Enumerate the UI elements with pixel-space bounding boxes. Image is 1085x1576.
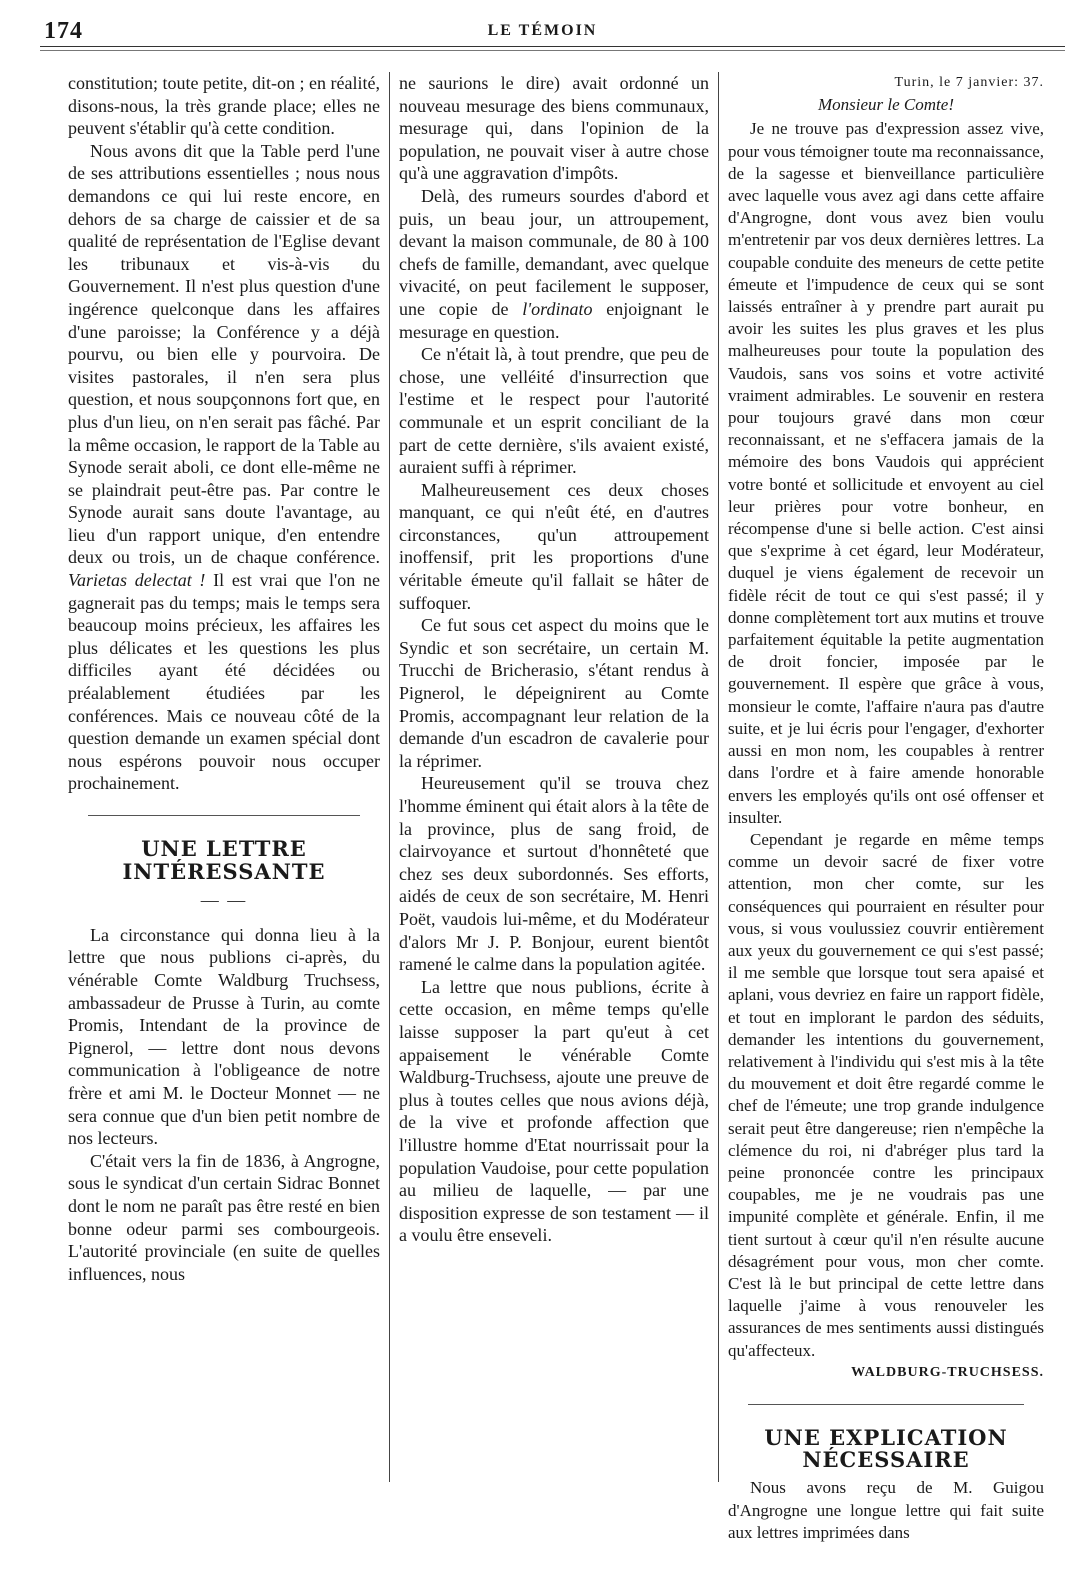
paragraph: Nous avons reçu de M. Guigou d'Angrogne une longue lettre qui fait suite aux lettres imprimées dans: [728, 1478, 1044, 1542]
article-heading: UNE EXPLICATION NÉCESSAIRE: [764, 1424, 1008, 1473]
section-separator: [748, 1404, 1024, 1405]
column-rule-right: [718, 72, 719, 1482]
page-number: 174: [44, 18, 83, 44]
column-2: [399, 72, 709, 1512]
paragraph: [68, 140, 380, 795]
heading-dash: — —: [200, 890, 248, 911]
article-heading: UNE LETTRE INTÉRESSANTE: [122, 836, 326, 884]
paragraph: Ce n'était là, à tout prendre, que peu de chose, une velléité d'insurrection que l'estime et le respect pour l'autorité communale et un esprit conciliant de la part de cette dernière, s'ils avaient existé, auraient suffi à réprimer.: [399, 344, 709, 478]
italic-term: l'ordinato: [522, 298, 593, 319]
header-rule: [40, 46, 1065, 47]
section-separator: [88, 815, 360, 816]
paragraph: constitution; toute petite, dit-on ; en réalité, disons-nous, la très grande place; elles ne peuvent s'établir qu'à cette condition.: [68, 73, 380, 139]
paragraph: Heureusement qu'il se trouva chez l'homme éminent qui était alors à la tête de la province, plus de sang froid, de clairvoyance et surtout d'honnêteté que chez ses deux subordonnés. Ses efforts, aidés de ceux de son secrétaire, M. Henri Poët, vaudois lui-même, et du Modérateur d'alors Mr J. P. Bonjour, eurent bientôt ramené le calme dans la population agitée.: [399, 773, 709, 975]
letter-dateline: Turin, le 7 janvier: 37.: [894, 75, 1044, 90]
paragraph: Malheureusement ces deux choses manquant, ce qui n'eût été, en d'autres circonstances, qu'un attroupement inoffensif, prit les proportions d'une véritable émeute qu'il fallait se hâter de suffoquer.: [399, 479, 709, 613]
paragraph: ne saurions le dire) avait ordonné un nouveau mesurage des biens communaux, mesurage qui, dans l'opinion de la population, ne pouvait viser à autre chose qu'à une aggravation d'impôts.: [399, 73, 709, 184]
latin-phrase: Varietas delectat !: [68, 570, 206, 591]
paragraph: Ce fut sous cet aspect du moins que le Syndic et son secrétaire, un certain M. Trucchi de Bricherasio, s'étant rendus à Pignerol, le dépeignirent au Comte Promis, accompagnant leur relation de la demande d'un escadron de cavalerie pour la réprimer.: [399, 615, 709, 771]
paragraph: Cependant je regarde en même temps comme un devoir sacré de fixer votre attention, mon cher comte, sur les conséquences qui pourraient en résulter pour vous, si vous voulussiez couvrir entièrement aux yeux du gouvernement ce qui s'est passé; il me semble que lorsque tout sera apaisé et aplani, vous devriez en faire un rapport fidèle, et tout en implorant le pardon des séduits, demander les intentions du gouvernement, relativement à l'individu qui s'est mis à la tête du mouvement et doit être regardé comme le chef de l'émeute; une trop grande indulgence serait peut être dangereuse; rien n'empêche la clémence du roi, ni d'abréger plus tard la peine prononcée contre les principaux coupables, me je ne voudrais pas une impunité complète et générale. Enfin, il me tient surtout à cœur qu'il n'en résulte aucune désagrément pour vous, mon cher comte. C'est là le but principal de cette lettre dans laquelle j'aime à vous renouveler les assurances de mes sentiments aussi distingués qu'affecteux.: [728, 829, 1044, 1360]
paragraph: La circonstance qui donna lieu à la lettre que nous publions ci-après, du vénérable Comte Waldburg Truchsess, ambassadeur de Prusse à Turin, au comte Promis, Intendant de la province de Pignerol, — lettre dont nous devons communication à l'obligeance de notre frère et ami M. le Docteur Monnet — ne sera connue que d'un bien petit nombre de nos lecteurs.: [68, 924, 380, 1149]
column-3: [728, 72, 1044, 1542]
paragraph: La lettre que nous publions, écrite à cette occasion, en même temps qu'elle laisse supposer la part qu'eut à cet appaisement le vénérable Comte Waldburg-Truchsess, ajoute une preuve de plus à toutes celles que nous avions déjà, de la vive et profonde affection que l'illustre homme d'Etat nourrissait pour la population Vaudoise, pour cette population au milieu de laquelle, — par une disposition expresse de son testament — il a voulu être enseveli.: [399, 976, 709, 1246]
column-rule-left: [389, 72, 390, 1482]
paragraph-text: Il est vrai que l'on ne gagnerait pas du temps; mais le temps sera beaucoup moins précieux, les affaires les plus délicates et les questions les plus difficiles ayant été décidées ou préalablement étudiées par les conférences. Mais ce nouveau côté de la question demande un examen spécial dont nous espérons pouvoir nous occuper prochainement.: [68, 570, 381, 794]
running-head-title: LE TÉMOIN: [487, 22, 598, 39]
header-rule-secondary: [40, 50, 1065, 51]
letter-salutation: Monsieur le Comte!: [818, 95, 954, 115]
column-1: [68, 72, 380, 1512]
paragraph-text: Nous avons dit que la Table perd l'une de ses attributions essentielles ; nous nous demandons ce qui lui reste encore, en dehors de sa charge de caissier et de sa qualité de représentation de l'Eglise devant les tribunaux et vis-à-vis du Gouvernement. Il n'est plus question d'une ingérence quelconque dans les affaires d'une paroisse; la Conférence y a déjà pourvu, ou bien elle y pourvoira. De visites pastorales, il n'en sera plus question, et nous soupçonnons fort que, en plus d'un lieu, on n'en serait pas fâché. Par la même occasion, le rapport de la Table au Synode serait aboli, ce dont elle-même ne se plaindrait peut-être pas. Par contre le Synode aurait sans doute l'avantage, au lieu d'un rapport unique, d'en entendre deux ou trois, un de chaque conférence.: [68, 140, 380, 568]
paragraph-text: Delà, des rumeurs sourdes d'abord et puis, un beau jour, un attroupement, devant la maison communale, de 80 à 100 chefs de famille, demandant, avec quelque vivacité, on peut facilement le supposer, une copie de: [399, 185, 709, 319]
paragraph: Je ne trouve pas d'expression assez vive, pour vous témoigner toute ma reconnaissance, de la sagesse et bienveillance particulière avec laquelle vous avez agi dans cette affaire d'Angrogne, dont vous avez bien voulu m'entretenir par vos deux dernières lettres. La coupable conduite des meneurs de cette petite émeute et l'impudence de ceux qui se sont laissés entraîner à y prendre part aurait pu avoir les suites les plus graves et les plus malheureuses pour toute la population des Vaudois, sans vos soins et votre activité vraiment admirables. Le souvenir en restera pour toujours gravé dans mon cœur reconnaissant, et ne s'effacera jamais de la mémoire des bons Vaudois qui apprécient votre bonté et sollicitude et envoyent au ciel leur prières pour votre bonheur, en récompense d'une si belle action. C'est ainsi que s'exprime à cet égard, leur Modérateur, duquel je viens également de recevoir un fidèle récit de tout ce qui s'est passé; il y donne complètement tort aux mutins et trouve parfaitement équitable la petite augmentation de droit foncier, imposée par le gouvernement. Il espère que grâce à vous, monsieur le comte, l'affaire n'aura pas d'autre suite, et je lui écris pour l'engager, d'exhorter aussi en mon nom, les coupables à rentrer dans l'ordre et à faire amende honorable envers les employés qu'ils ont osé offenser et insulter.: [728, 119, 1044, 827]
paragraph: [399, 185, 709, 343]
paragraph-text: enjoignant le mesurage en question.: [399, 298, 710, 342]
letter-signature: WALDBURG-TRUCHSESS.: [851, 1364, 1044, 1380]
paragraph: C'était vers la fin de 1836, à Angrogne, sous le syndicat d'un certain Sidrac Bonnet dont le nom ne paraît pas être resté en bien bonne odeur parmi ses combourgeois. L'autorité provinciale (en suite de quelles influences, nous: [68, 1150, 380, 1284]
